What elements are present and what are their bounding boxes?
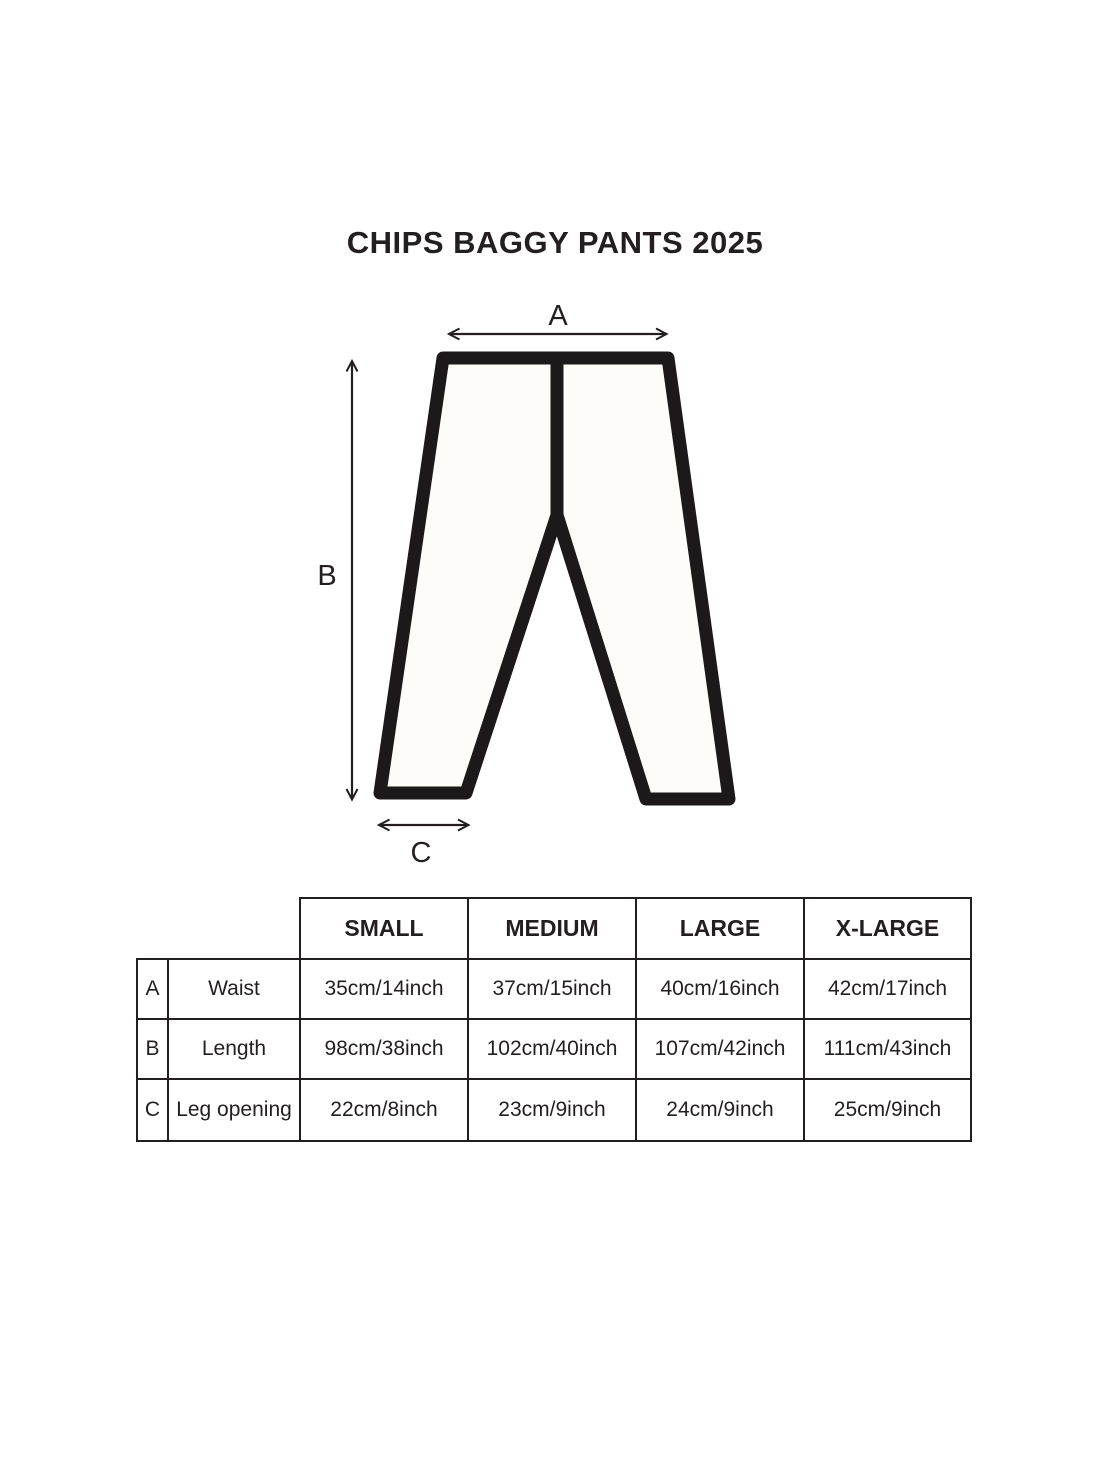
leg-opening-small: 22cm/8inch [300,1079,468,1141]
waist-x-large: 42cm/17inch [804,959,971,1019]
row-letter: C [137,1079,168,1141]
header-large: LARGE [636,898,804,959]
length-x-large: 111cm/43inch [804,1019,971,1079]
dimension-label-b: B [317,560,337,592]
dimension-label-c: C [410,837,432,869]
table-row-length [137,1019,971,1079]
page-title: CHIPS BAGGY PANTS 2025 [346,225,764,260]
table-row-waist [137,959,971,1019]
waist-small: 35cm/14inch [300,959,468,1019]
waist-medium: 37cm/15inch [468,959,636,1019]
leg-opening-medium: 23cm/9inch [468,1079,636,1141]
row-letter: B [137,1019,168,1079]
table-blank-corner [137,898,300,959]
length-medium: 102cm/40inch [468,1019,636,1079]
row-label: Length [168,1019,300,1079]
size-table-header-row [137,898,971,959]
header-x-large: X-LARGE [804,898,971,959]
length-small: 98cm/38inch [300,1019,468,1079]
waist-large: 40cm/16inch [636,959,804,1019]
leg-opening-x-large: 25cm/9inch [804,1079,971,1141]
row-label: Leg opening [168,1079,300,1141]
leg-opening-large: 24cm/9inch [636,1079,804,1141]
length-large: 107cm/42inch [636,1019,804,1079]
size-table [136,897,972,1142]
row-label: Waist [168,959,300,1019]
table-row-leg-opening [137,1079,971,1141]
header-medium: MEDIUM [468,898,636,959]
header-small: SMALL [300,898,468,959]
row-letter: A [137,959,168,1019]
dimension-label-a: A [548,300,568,332]
